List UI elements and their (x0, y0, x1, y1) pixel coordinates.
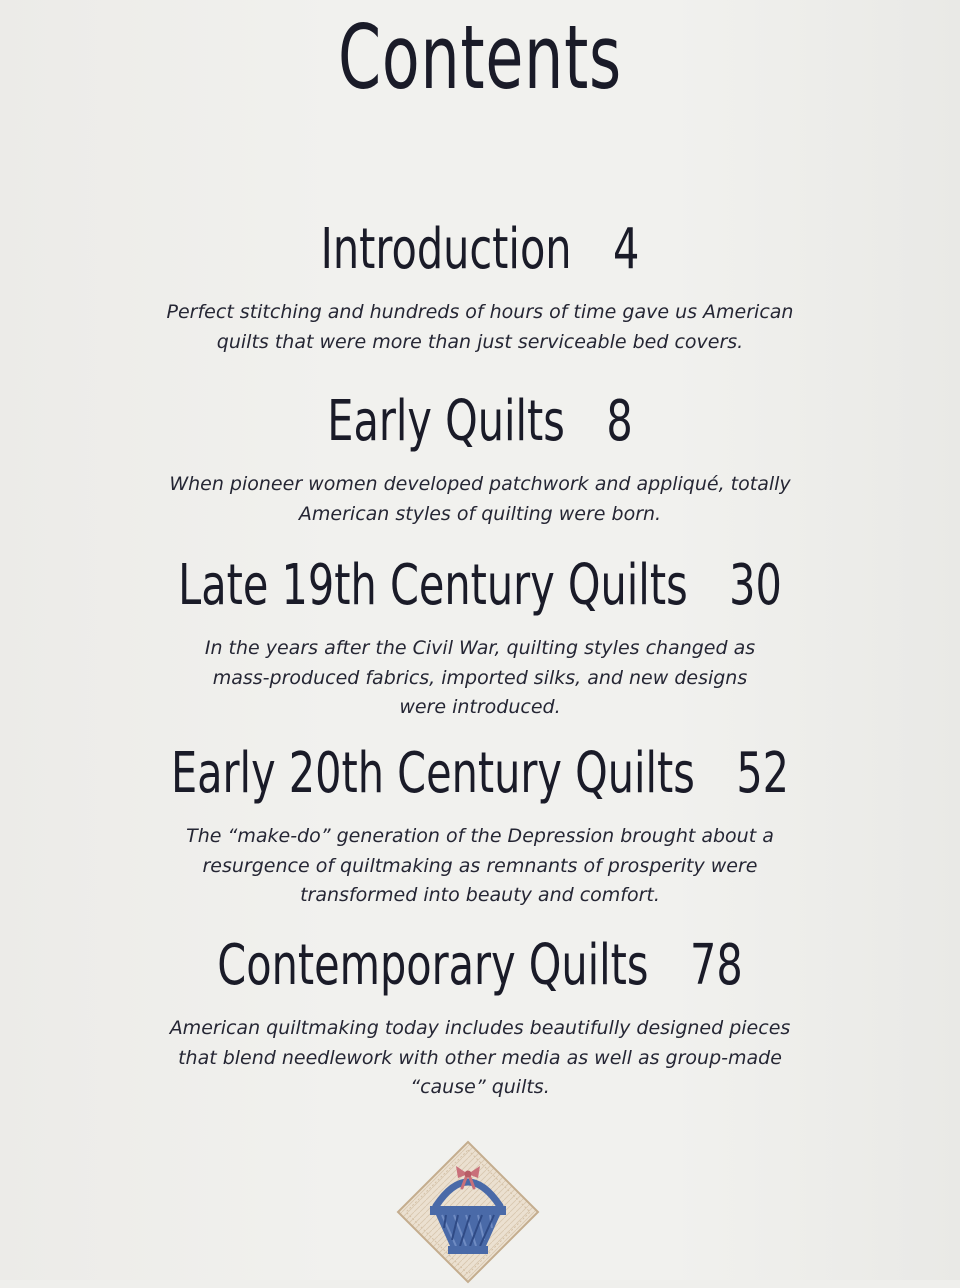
toc-heading-label: Contemporary Quilts (217, 933, 649, 998)
toc-description: In the years after the Civil War, quilting styles changed as mass-produced fabrics, imported silks, and new designs were introduced. (204, 637, 756, 718)
toc-page-number: 4 (613, 217, 640, 282)
toc-heading-label: Introduction (320, 217, 572, 282)
toc-heading-label: Late 19th Century Quilts (178, 553, 688, 618)
toc-heading (125, 389, 835, 454)
toc-description: When pioneer women developed patchwork and appliqué, totally American styles of quilting were born. (169, 473, 791, 525)
toc-entry-early-20th-century-quilts[interactable] (0, 741, 960, 911)
toc-heading-label: Early 20th Century Quilts (170, 741, 695, 806)
toc-heading (125, 217, 835, 282)
quilt-basket-icon (396, 1140, 540, 1284)
toc-entry-introduction[interactable] (0, 217, 960, 357)
toc-heading (125, 553, 835, 618)
toc-page-number: 8 (606, 389, 633, 454)
toc-entry-contemporary-quilts[interactable] (0, 933, 960, 1103)
toc-page-number: 30 (729, 553, 782, 618)
toc-heading (125, 933, 835, 998)
toc-page-number: 78 (689, 933, 743, 998)
toc-entry-early-quilts[interactable] (0, 389, 960, 529)
toc-description: The “make-do” generation of the Depression brought about a resurgence of quiltmaking as remnants of prosperity were transformed into beauty and comfort. (186, 825, 774, 906)
page-title: Contents (337, 6, 623, 109)
toc-page-number: 52 (736, 741, 790, 806)
toc-heading (125, 741, 835, 806)
toc-description: Perfect stitching and hundreds of hours of time gave us American quilts that were more than just serviceable bed covers. (166, 301, 794, 353)
toc-heading-label: Early Quilts (327, 389, 565, 454)
toc-description: American quiltmaking today includes beautifully designed pieces that blend needlework with other media as well as group-made “cause” quilts. (169, 1017, 791, 1098)
toc-entry-late-19th-century-quilts[interactable] (0, 553, 960, 723)
